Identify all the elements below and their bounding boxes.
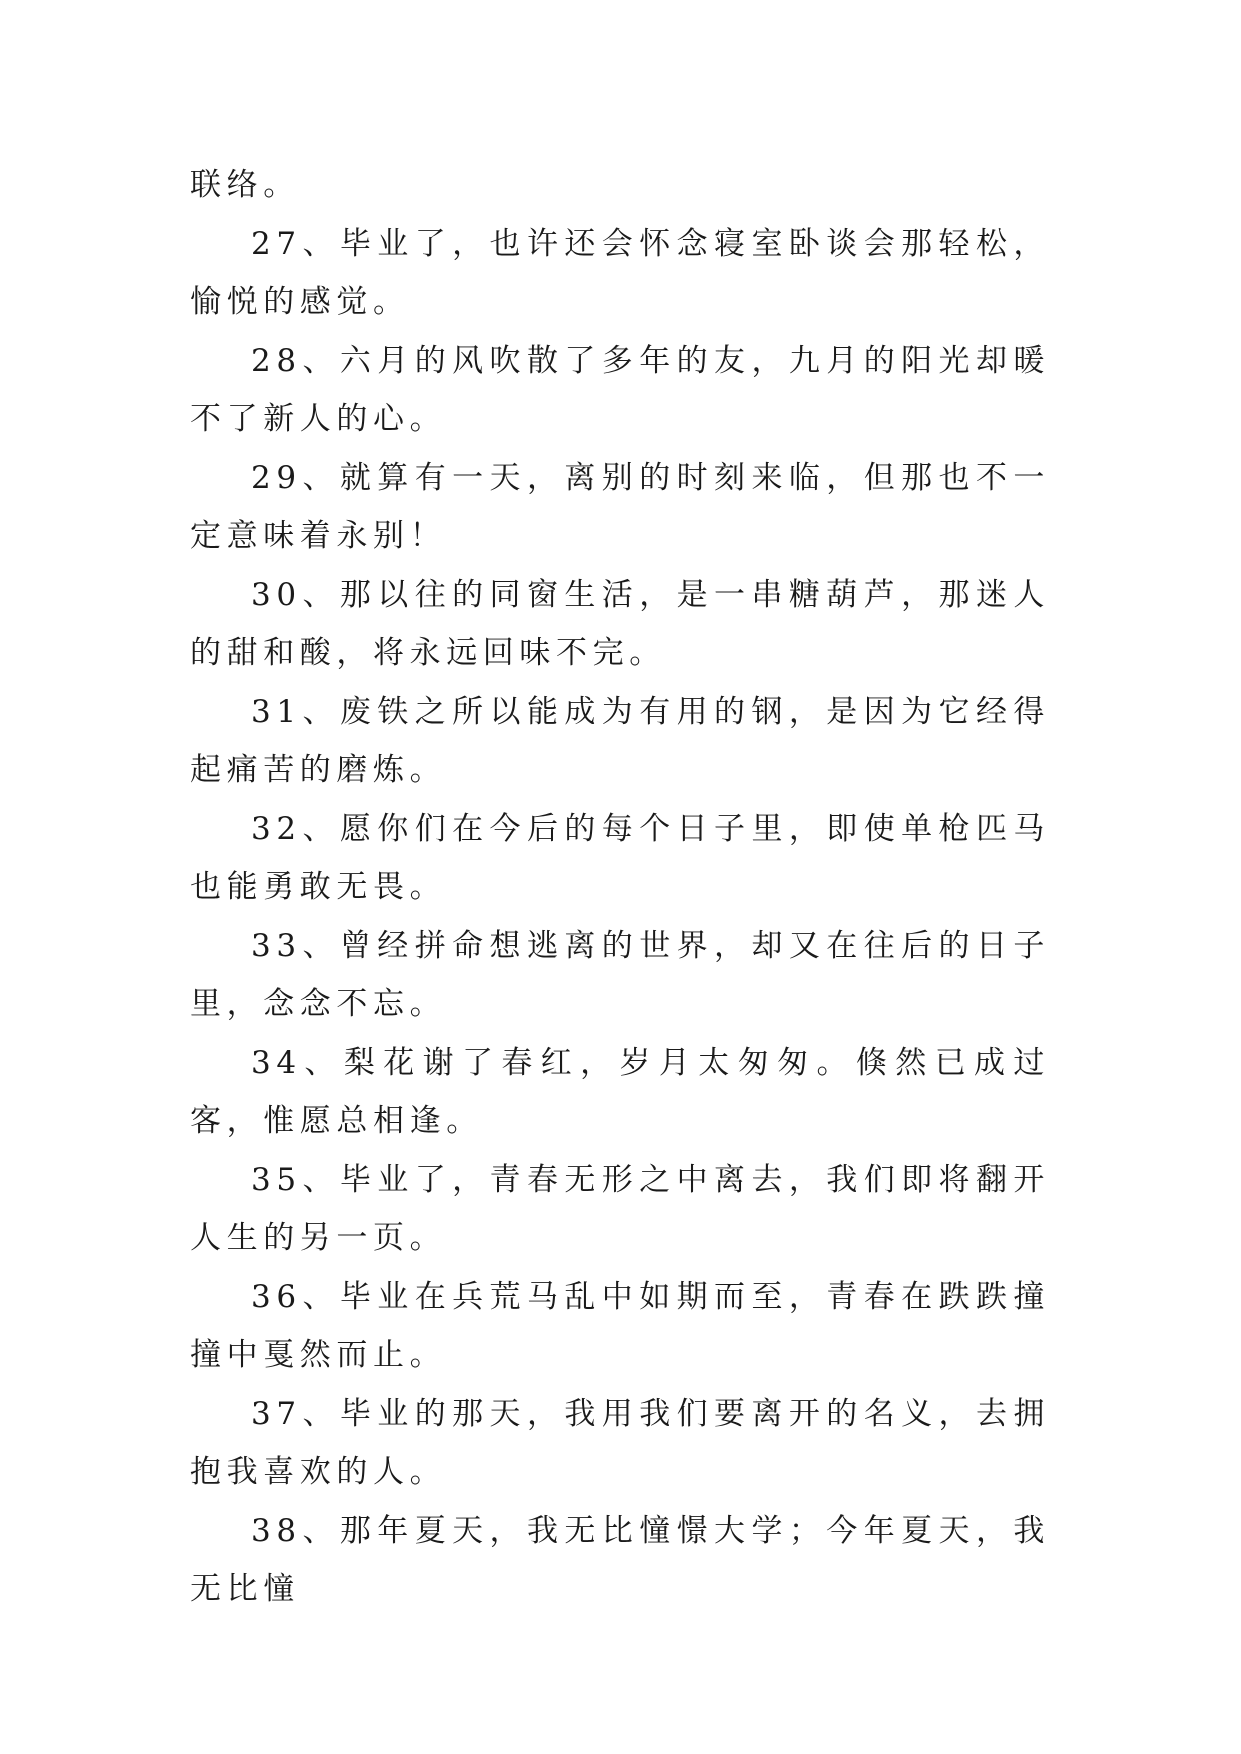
paragraph-31: 31、废铁之所以能成为有用的钢，是因为它经得起痛苦的磨炼。 xyxy=(190,693,1050,788)
paragraph-continuation: 联络。 xyxy=(190,167,300,203)
paragraph-30: 30、那以往的同窗生活，是一串糖葫芦，那迷人的甜和酸，将永远回味不完。 xyxy=(190,576,1050,671)
paragraph-36: 36、毕业在兵荒马乱中如期而至，青春在跌跌撞撞中戛然而止。 xyxy=(190,1278,1050,1373)
paragraph-37: 37、毕业的那天，我用我们要离开的名义，去拥抱我喜欢的人。 xyxy=(190,1395,1050,1490)
paragraph-27: 27、毕业了，也许还会怀念寝室卧谈会那轻松，愉悦的感觉。 xyxy=(190,225,1050,320)
paragraph-28: 28、六月的风吹散了多年的友，九月的阳光却暖不了新人的心。 xyxy=(190,342,1050,437)
paragraph-32: 32、愿你们在今后的每个日子里，即使单枪匹马也能勇敢无畏。 xyxy=(190,810,1050,905)
paragraph-35: 35、毕业了，青春无形之中离去，我们即将翻开人生的另一页。 xyxy=(190,1161,1050,1256)
paragraph-34: 34、梨花谢了春红，岁月太匆匆。倏然已成过客，惟愿总相逢。 xyxy=(190,1044,1050,1139)
paragraph-38: 38、那年夏天，我无比憧憬大学；今年夏天，我无比憧 xyxy=(190,1512,1050,1607)
paragraph-29: 29、就算有一天，离别的时刻来临，但那也不一定意味着永别！ xyxy=(190,459,1050,554)
paragraph-33: 33、曾经拼命想逃离的世界，却又在往后的日子里，念念不忘。 xyxy=(190,927,1050,1022)
document-body xyxy=(190,156,1050,1619)
